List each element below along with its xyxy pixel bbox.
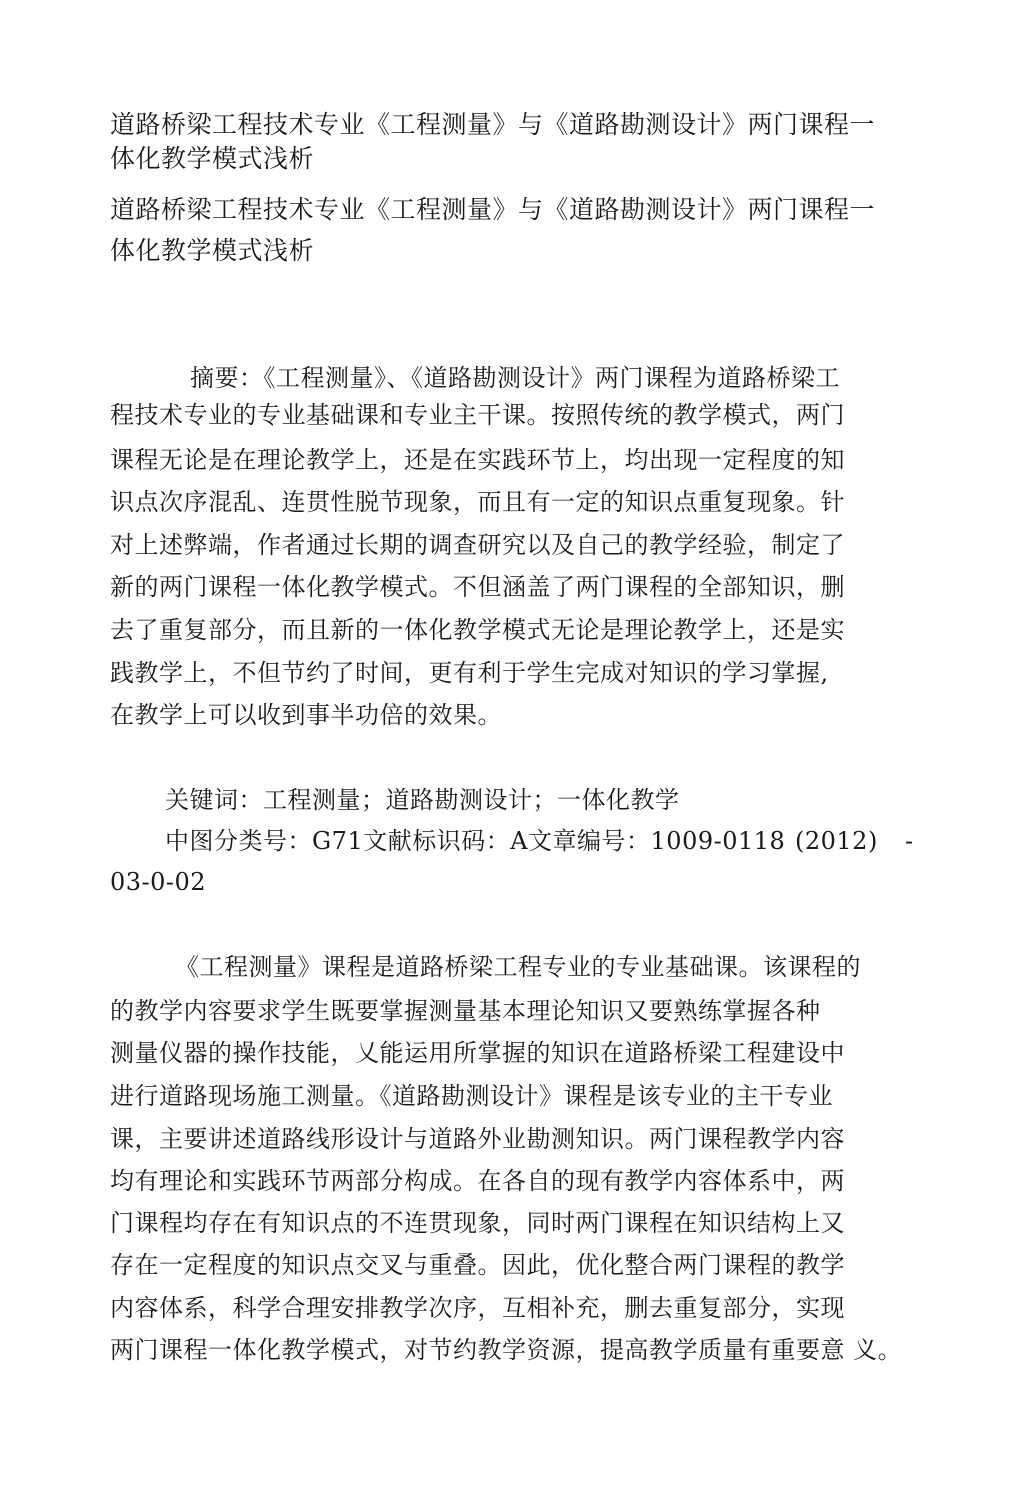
classification-year: (2012) <box>795 827 878 855</box>
body-line: 的教学内容要求学生既要掌握测量基本理论知识又要熟练掌握各种 <box>110 997 821 1025</box>
abstract-line: 去了重复部分，而且新的一体化教学模式无论是理论教学上，还是实 <box>110 616 845 644</box>
abstract-line: 践教学上，不但节约了时间，更有利于学生完成对知识的学习掌握, <box>110 659 829 687</box>
abstract-line: 课程无论是在理论教学上，还是在实践环节上，均出现一定程度的知 <box>110 446 845 474</box>
body-line: 均有理论和实践环节两部分构成。在各自的现有教学内容体系中，两 <box>110 1167 845 1195</box>
abstract-line: 程技术专业的专业基础课和专业主干课。按照传统的教学模式，两门 <box>110 401 845 429</box>
abstract-line: 摘要：《工程测量》、《道路勘测设计》两门课程为道路桥梁工 <box>190 364 840 392</box>
body-line: 课，主要讲述道路线形设计与道路外业勘测知识。两门课程教学内容 <box>110 1125 845 1153</box>
body-line: 门课程均存在有知识点的不连贯现象，同时两门课程在知识结构上又 <box>110 1209 845 1237</box>
body-line: 测量仪器的操作技能，乂能运用所掌握的知识在道路桥梁工程建设中 <box>110 1039 845 1067</box>
abstract-line: 在教学上可以收到事半功倍的效果。 <box>110 701 502 729</box>
body-line: 《工程测量》课程是道路桥梁工程专业的专业基础课。该课程的 <box>175 953 861 981</box>
classification-dash: - <box>905 827 914 855</box>
keywords-line: 关键词：工程测量；道路勘测设计；一体化教学 <box>165 786 680 814</box>
body-line: 内容体系，科学合理安排教学次序，互相补充，删去重复部分，实现 <box>110 1294 845 1322</box>
title-repeat-line-2: 体化教学模式浅析 <box>110 236 315 265</box>
body-line: 存在一定程度的知识点交叉与重叠。因此，优化整合两门课程的教学 <box>110 1251 845 1279</box>
abstract-line: 识点次序混乱、连贯性脱节现象，而且有一定的知识点重复现象。针 <box>110 488 845 516</box>
title-repeat-line-1: 道路桥梁工程技术专业《工程测量》与《道路勘测设计》两门课程一 <box>110 195 876 224</box>
body-line: 进行道路现场施工测量。《道路勘测设计》课程是该专业的主干专业 <box>110 1082 833 1110</box>
classification-line-2: 03-0-02 <box>110 868 207 896</box>
title-line-1: 道路桥梁工程技术专业《工程测量》与《道路勘测设计》两门课程一 <box>110 110 876 139</box>
abstract-line: 新的两门课程一体化教学模式。不但涵盖了两门课程的全部知识，删 <box>110 573 845 601</box>
classification-line: 中图分类号：G71文献标识码：A文章编号：1009-0118 <box>165 827 786 855</box>
title-line-2: 体化教学模式浅析 <box>110 144 315 173</box>
abstract-line: 对上述弊端，作者通过长期的调查研究以及自己的教学经验，制定了 <box>110 531 845 559</box>
body-line: 两门课程一体化教学模式，对节约教学资源，提高教学质量有重要意 义。 <box>110 1336 903 1364</box>
